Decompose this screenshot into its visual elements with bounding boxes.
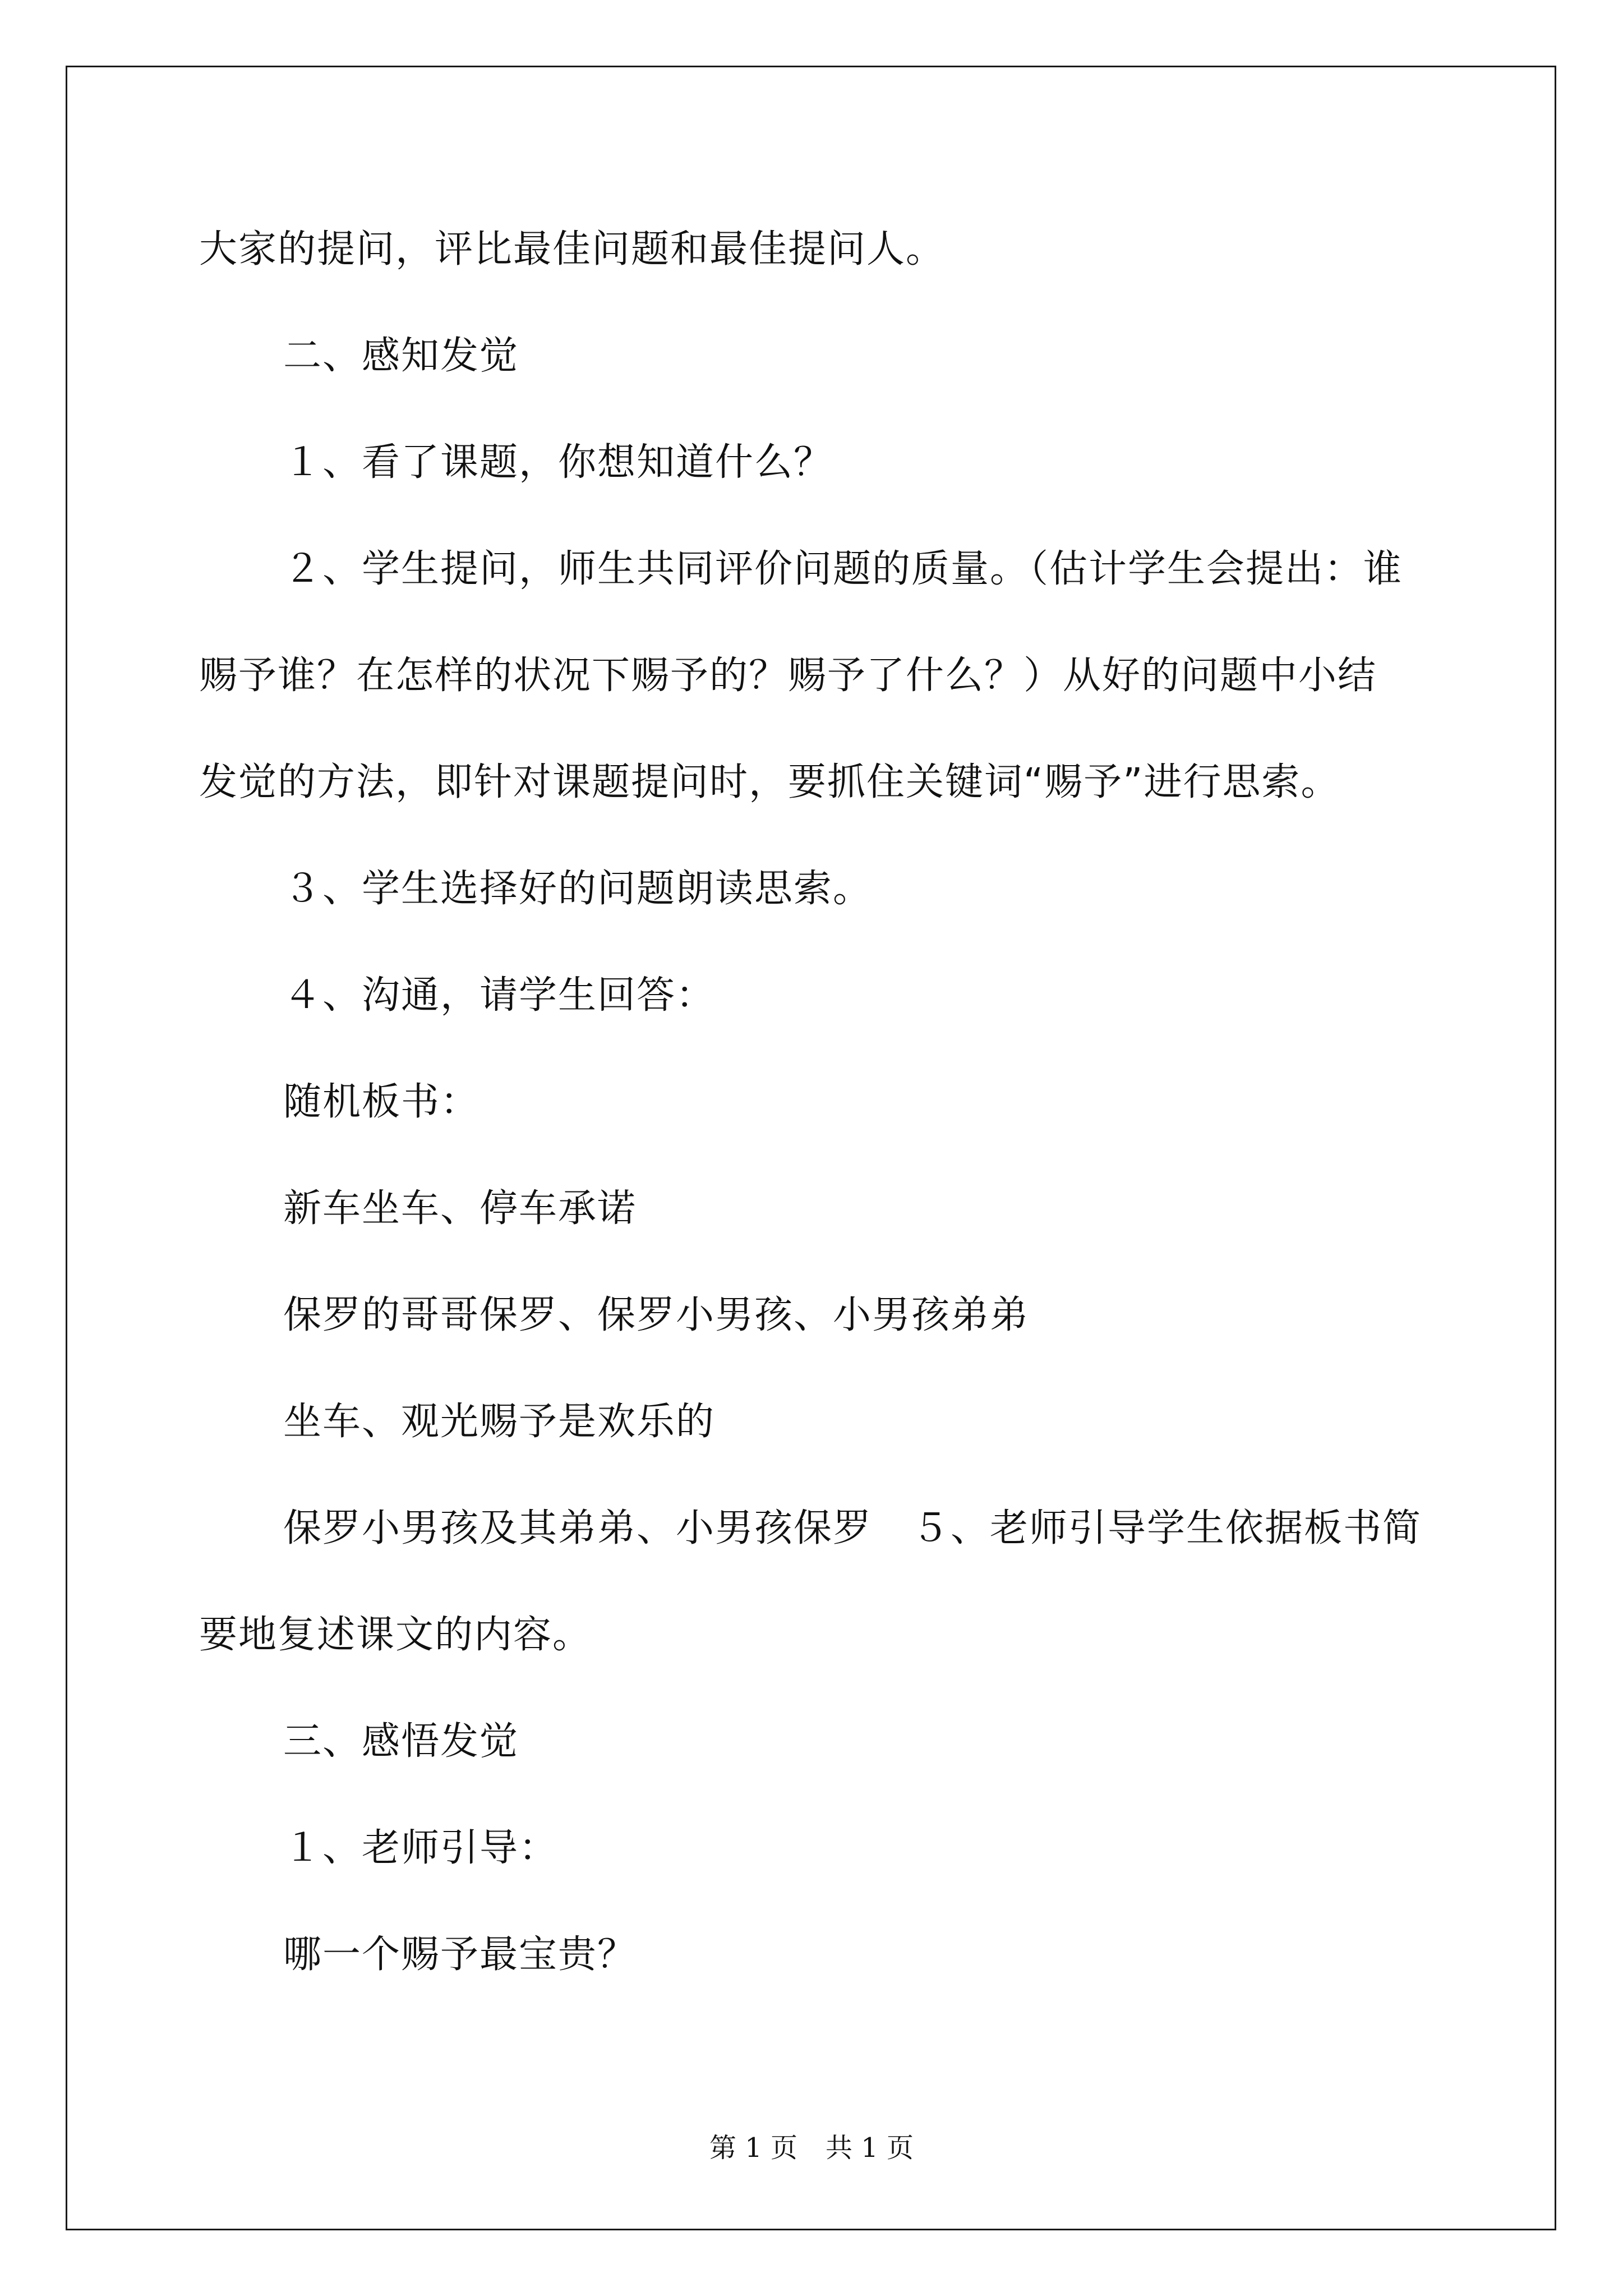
page-total: 共 1 页	[826, 2132, 914, 2164]
list-item-2-cont-1: 赐予谁？在怎样的状况下赐予的？赐予了什么？）从好的问题中小结	[199, 654, 1377, 698]
guide-question: 哪一个赐予最宝贵？	[283, 1932, 637, 1977]
list-item-2: ２、学生提问，师生共同评价问题的质量。（估计学生会提出：谁	[283, 547, 1403, 591]
board-note-3: 坐车、观光赐予是欢乐的	[283, 1400, 716, 1444]
list-item-1: １、看了课题，你想知道什么？	[283, 440, 833, 485]
section-heading-understand: 三、感悟发觉	[283, 1719, 519, 1764]
board-note-4: 保罗小男孩及其弟弟、小男孩保罗 ５、老师引导学生依据板书简	[283, 1506, 1422, 1550]
list-item-2-cont-2: 发觉的方法，即针对课题提问时，要抓住关键词“赐予”进行思索。	[199, 760, 1340, 804]
board-notes-label: 随机板书：	[283, 1080, 480, 1124]
document-body	[199, 196, 1433, 2008]
paragraph-continuation: 大家的提问，评比最佳问题和最佳提问人。	[199, 227, 946, 272]
list-item-4: ４、沟通，请学生回答：	[283, 973, 716, 1018]
section-heading-perceive: 二、感知发觉	[283, 334, 519, 378]
list-item-3: ３、学生选择好的问题朗读思索。	[283, 867, 873, 911]
page-number: 第 1 页	[709, 2132, 797, 2164]
board-note-1: 新车坐车、停车承诺	[283, 1186, 637, 1231]
list-item-teacher-guide: １、老师引导：	[283, 1826, 559, 1870]
list-item-5-cont: 要地复述课文的内容。	[199, 1613, 592, 1657]
board-note-2: 保罗的哥哥保罗、保罗小男孩、小男孩弟弟	[283, 1293, 1030, 1337]
page-footer	[0, 2126, 1623, 2165]
